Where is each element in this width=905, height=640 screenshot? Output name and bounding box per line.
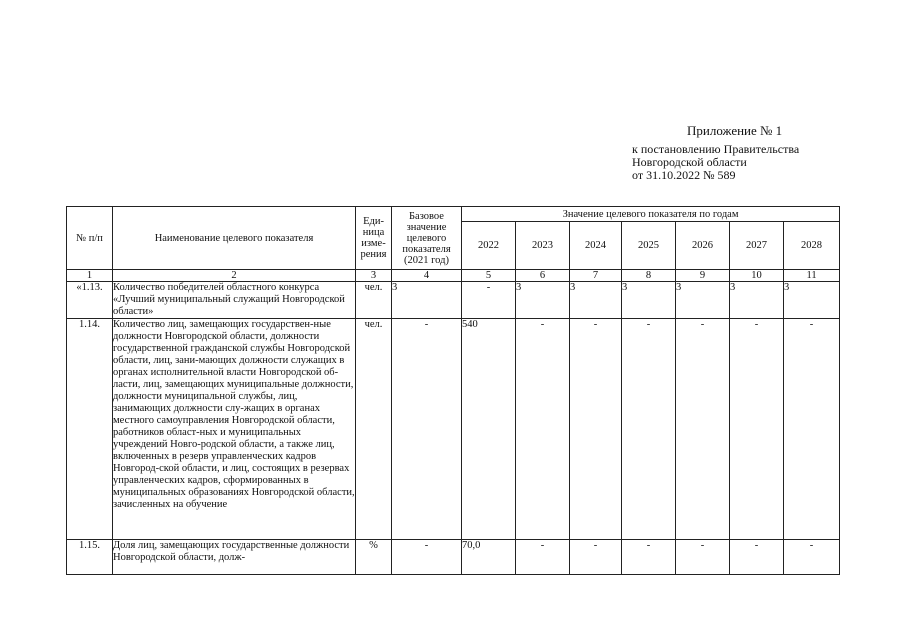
indicators-table <box>66 206 840 575</box>
year-value: 70,0 <box>462 540 516 575</box>
year-value: - <box>516 540 570 575</box>
column-number: 9 <box>676 270 730 282</box>
header-years-group: Значение целевого показателя по годам <box>462 207 840 222</box>
base-value: - <box>392 540 462 575</box>
year-value: - <box>784 319 840 540</box>
appendix-line: от 31.10.2022 № 589 <box>632 168 736 182</box>
year-value: 3 <box>784 282 840 319</box>
appendix-header <box>632 124 894 182</box>
table-row <box>67 282 840 319</box>
year-value: - <box>622 540 676 575</box>
header-year: 2027 <box>730 222 784 270</box>
row-number: «1.13. <box>67 282 113 319</box>
indicator-unit: чел. <box>356 282 392 319</box>
year-value: 540 <box>462 319 516 540</box>
column-number: 11 <box>784 270 840 282</box>
header-name: Наименование целевого показателя <box>113 207 356 270</box>
year-value: - <box>784 540 840 575</box>
column-number: 4 <box>392 270 462 282</box>
appendix-title: Приложение № 1 <box>687 123 783 138</box>
year-value: - <box>516 319 570 540</box>
indicator-unit: чел. <box>356 319 392 540</box>
base-value: 3 <box>392 282 462 319</box>
year-value: - <box>462 282 516 319</box>
header-base: Базовое значение целевого показателя (2021 год) <box>392 207 462 270</box>
appendix-line: Новгородской области <box>632 155 747 169</box>
year-value: - <box>570 319 622 540</box>
column-number: 6 <box>516 270 570 282</box>
column-number: 10 <box>730 270 784 282</box>
year-value: 3 <box>730 282 784 319</box>
column-number: 5 <box>462 270 516 282</box>
column-number: 7 <box>570 270 622 282</box>
header-year: 2028 <box>784 222 840 270</box>
header-year: 2024 <box>570 222 622 270</box>
year-value: - <box>730 540 784 575</box>
column-number-row <box>67 270 840 282</box>
year-value: - <box>622 319 676 540</box>
indicator-name: Доля лиц, замещающих государственные должности Новгородской области, долж- <box>113 540 356 575</box>
header-year: 2022 <box>462 222 516 270</box>
base-value: - <box>392 319 462 540</box>
column-number: 3 <box>356 270 392 282</box>
header-unit: Еди- ница изме- рения <box>356 207 392 270</box>
appendix-line: к постановлению Правительства <box>632 142 800 156</box>
row-number: 1.15. <box>67 540 113 575</box>
indicator-name: Количество победителей областного конкурса «Лучший муниципальный служащий Новгородской области» <box>113 282 356 319</box>
year-value: 3 <box>622 282 676 319</box>
indicator-unit: % <box>356 540 392 575</box>
year-value: - <box>570 540 622 575</box>
year-value: - <box>730 319 784 540</box>
table-row <box>67 540 840 575</box>
header-year: 2023 <box>516 222 570 270</box>
header-num: № п/п <box>67 207 113 270</box>
year-value: 3 <box>516 282 570 319</box>
year-value: - <box>676 540 730 575</box>
indicator-name: Количество лиц, замещающих государствен-ные должности Новгородской области, должности государственной гражданской службы Новгородской области, лиц, зани-мающих должности служащих в органах исполнительной власти Новгородской об-ласти, лиц, замещающих муниципальные должности, должности муниципальной службы, лиц, занимающих должности слу-жащих в органах местного самоуправления Новгородской области, работников област-ных и муниципальных учреждений Новго-родской области, а также лиц, включенных в резерв управленческих кадров Новгород-ской области, и лиц, состоящих в резервах управленческих кадров, сформированных в муниципальных образованиях Новгородской области, зачисленных на обучение <box>113 319 356 540</box>
year-value: 3 <box>570 282 622 319</box>
row-number: 1.14. <box>67 319 113 540</box>
column-number: 1 <box>67 270 113 282</box>
header-year: 2025 <box>622 222 676 270</box>
header-year: 2026 <box>676 222 730 270</box>
year-value: 3 <box>676 282 730 319</box>
column-number: 2 <box>113 270 356 282</box>
year-value: - <box>676 319 730 540</box>
table-row <box>67 319 840 540</box>
column-number: 8 <box>622 270 676 282</box>
